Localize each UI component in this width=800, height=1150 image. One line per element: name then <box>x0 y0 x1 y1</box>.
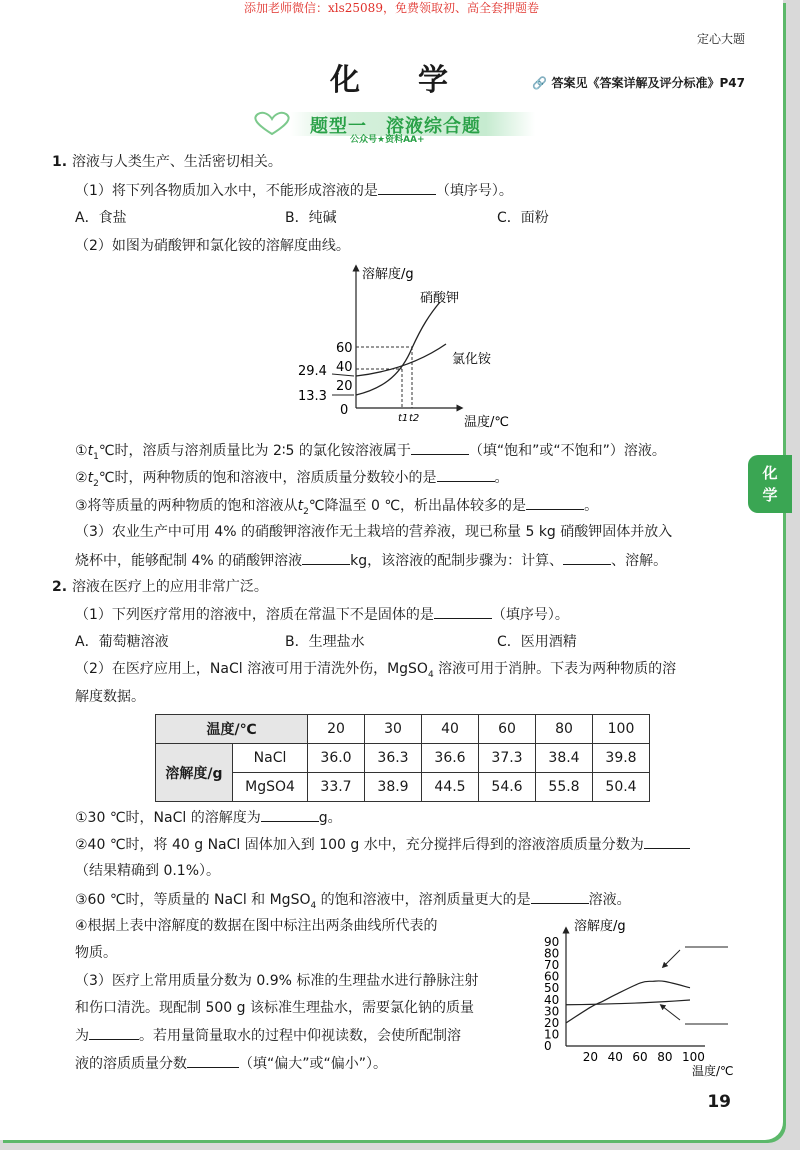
q1-option-c: C．面粉 <box>497 210 549 226</box>
page-number: 19 <box>707 1092 731 1112</box>
y-tick-label: 60 <box>544 969 560 984</box>
x-axis-label: 温度/℃ <box>692 1064 734 1078</box>
answer-blank[interactable] <box>526 495 584 510</box>
answer-ref-text: 答案见《答案详解及评分标准》P47 <box>551 76 745 90</box>
answer-blank[interactable] <box>411 440 469 455</box>
y-tick-label: 40 <box>544 992 560 1007</box>
q2-sub2-line2: （结果精确到 0.1%）。 <box>75 863 221 879</box>
table-cell: 39.8 <box>593 744 650 773</box>
table-cell: MgSO4 <box>233 773 308 802</box>
answer-blank[interactable] <box>437 467 495 482</box>
table-cell: 30 <box>365 715 422 744</box>
curve-kno3 <box>356 302 440 395</box>
q1-sub1: $①t_1℃$时，溶质与溶剂质量比为 2∶5 的氯化铵溶液属于 （填“饱和”或“不饱和”）溶液。 <box>75 440 666 467</box>
series-label: 氯化铵 <box>452 352 492 367</box>
section-watermark: 公众号★资料AA+ <box>350 135 425 145</box>
answer-blank[interactable] <box>187 1053 239 1068</box>
solubility-chart-2 <box>540 910 745 1082</box>
q2-part3-line3: 为 。若用量筒量取水的过程中仰视读数，会使所配制溶 <box>75 1025 461 1046</box>
curve-mgso4 <box>566 981 690 1023</box>
solubility-table <box>155 714 650 802</box>
q2-option-b: B．生理盐水 <box>285 634 365 650</box>
y-tick: 60 <box>336 341 353 356</box>
answer-blank[interactable] <box>563 550 611 565</box>
table-cell: 38.9 <box>365 773 422 802</box>
q1-option-a: A．食盐 <box>75 210 127 226</box>
table-cell: 38.4 <box>536 744 593 773</box>
link-icon: 🔗 <box>532 76 548 90</box>
y-tick-label: 30 <box>544 1004 560 1019</box>
q2-part3-line1: （3）医疗上常用质量分数为 0.9% 标准的生理盐水进行静脉注射 <box>75 973 479 989</box>
table-cell: 20 <box>308 715 365 744</box>
answer-reference[interactable] <box>532 74 745 91</box>
q2-sub3: ③60 ℃时，等质量的 NaCl 和 MgSO$_4$ 的饱和溶液中，溶剂质量更大的是 溶液。 <box>75 889 631 916</box>
pointer-arrow <box>664 950 680 966</box>
y-tick: 20 <box>336 379 353 394</box>
x-tick-label: 80 <box>657 1050 673 1064</box>
curve-nh4cl <box>356 344 446 376</box>
q2-option-a: A．葡萄糖溶液 <box>75 634 169 650</box>
table-cell: 36.6 <box>422 744 479 773</box>
x-tick-label: 40 <box>607 1050 623 1064</box>
answer-blank[interactable] <box>531 889 589 904</box>
q2-option-c: C．医用酒精 <box>497 634 577 650</box>
x-tick-t1: t1 <box>398 413 409 424</box>
y-tick-label: 20 <box>544 1015 560 1030</box>
y-tick: 0 <box>340 403 349 418</box>
header-label: 定心大题 <box>696 32 745 46</box>
table-cell: 60 <box>479 715 536 744</box>
table-cell: 54.6 <box>479 773 536 802</box>
table-cell: 44.5 <box>422 773 479 802</box>
section-banner <box>250 110 540 145</box>
q2-part3-line4: 液的溶质质量分数 （填“偏大”或“偏小”）。 <box>75 1053 387 1074</box>
q2-sub1: ①30 ℃时，NaCl 的溶解度为 g。 <box>75 807 342 828</box>
table-cell: 40 <box>422 715 479 744</box>
x-axis-label: 温度/℃ <box>464 415 509 430</box>
y-tick-label: 80 <box>544 946 560 961</box>
table-header-temp: 温度/℃ <box>156 715 308 744</box>
curve-nacl <box>566 1000 690 1005</box>
answer-blank[interactable] <box>261 807 319 822</box>
y-tick-label: 70 <box>544 958 560 973</box>
table-cell: 55.8 <box>536 773 593 802</box>
y-axis-label: 溶解度/g <box>574 919 626 934</box>
subject-tab[interactable] <box>748 455 792 513</box>
q1-part1: （1）将下列各物质加入水中，不能形成溶液的是 （填序号）。 <box>75 180 513 201</box>
y-tick-label: 10 <box>544 1027 560 1042</box>
x-tick-t2: t2 <box>409 413 420 424</box>
table-header-solubility: 溶解度/g <box>156 744 233 802</box>
q2-part2-line1: （2）在医疗应用上，NaCl 溶液可用于清洗外伤，MgSO$_4$ 溶液可用于消肿。下表为两种物质的溶 <box>75 661 677 680</box>
page-title: 化学 <box>330 63 506 98</box>
y-tick: 29.4 <box>298 364 327 379</box>
table-cell: 50.4 <box>593 773 650 802</box>
table-cell: 36.3 <box>365 744 422 773</box>
table-cell: 80 <box>536 715 593 744</box>
q1-part3-line1: （3）农业生产中可用 4% 的硝酸钾溶液作无土栽培的营养液，现已称量 5 kg 硝酸钾固体并放入 <box>75 524 673 540</box>
q2-sub4-line1: ④根据上表中溶解度的数据在图中标注出两条曲线所代表的 <box>75 918 438 934</box>
subject-tab-char: 化 <box>762 464 778 482</box>
top-notice: 添加老师微信：xls25089，免费领取初、高全套押题卷 <box>244 1 539 15</box>
q1-part2: （2）如图为硝酸钾和氯化铵的溶解度曲线。 <box>75 238 350 254</box>
answer-blank[interactable] <box>89 1025 139 1040</box>
q1-part3-line2: 烧杯中，能够配制 4% 的硝酸钾溶液 kg，该溶液的配制步骤为：计算、 、溶解。 <box>75 550 667 571</box>
x-tick-label: 60 <box>632 1050 648 1064</box>
q1-sub3: ③将等质量的两种物质的饱和溶液从$t_2℃$降温至 0 ℃，析出晶体较多的是 。 <box>75 495 598 522</box>
y-tick: 40 <box>336 360 353 375</box>
q2-part3-line2: 和伤口清洗。现配制 500 g 该标准生理盐水，需要氯化钠的质量 <box>75 1000 474 1016</box>
table-cell: 33.7 <box>308 773 365 802</box>
table-row <box>156 744 650 773</box>
answer-blank[interactable] <box>644 834 690 849</box>
q1-stem: 1. 溶液与人类生产、生活密切相关。 <box>52 154 282 170</box>
answer-blank[interactable] <box>378 180 436 195</box>
table-cell: 100 <box>593 715 650 744</box>
table-cell: 37.3 <box>479 744 536 773</box>
q2-part2-line2: 解度数据。 <box>75 689 145 705</box>
y-tick-label: 0 <box>544 1039 552 1053</box>
answer-blank[interactable] <box>434 604 492 619</box>
y-tick-label: 90 <box>544 935 560 949</box>
solubility-chart-1 <box>290 262 530 434</box>
y-axis-label: 溶解度/g <box>362 267 414 282</box>
q1-sub2: $②t_2℃$时，两种物质的饱和溶液中，溶质质量分数较小的是 。 <box>75 467 509 494</box>
q2-sub2-line1: ②40 ℃时，将 40 g NaCl 固体加入到 100 g 水中，充分搅拌后得到的溶液溶质质量分数为 <box>75 834 690 855</box>
heart-icon <box>250 110 294 138</box>
table-cell: NaCl <box>233 744 308 773</box>
q2-sub4-line2: 物质。 <box>75 945 117 961</box>
x-tick-label: 100 <box>682 1050 705 1064</box>
y-tick: 13.3 <box>298 389 327 404</box>
section-title: 题型一 溶液综合题 <box>310 116 481 137</box>
q2-stem: 2. 溶液在医疗上的应用非常广泛。 <box>52 579 268 595</box>
subject-tab-char: 学 <box>762 486 778 504</box>
table-row <box>156 715 650 744</box>
answer-blank[interactable] <box>302 550 350 565</box>
table-cell: 36.0 <box>308 744 365 773</box>
series-label: 硝酸钾 <box>420 291 460 306</box>
y-tick-label: 50 <box>544 981 560 996</box>
q2-part1: （1）下列医疗常用的溶液中，溶质在常温下不是固体的是 （填序号）。 <box>75 604 569 625</box>
q1-option-b: B．纯碱 <box>285 210 337 226</box>
x-tick-label: 20 <box>582 1050 599 1064</box>
pointer-arrow <box>662 1006 680 1020</box>
